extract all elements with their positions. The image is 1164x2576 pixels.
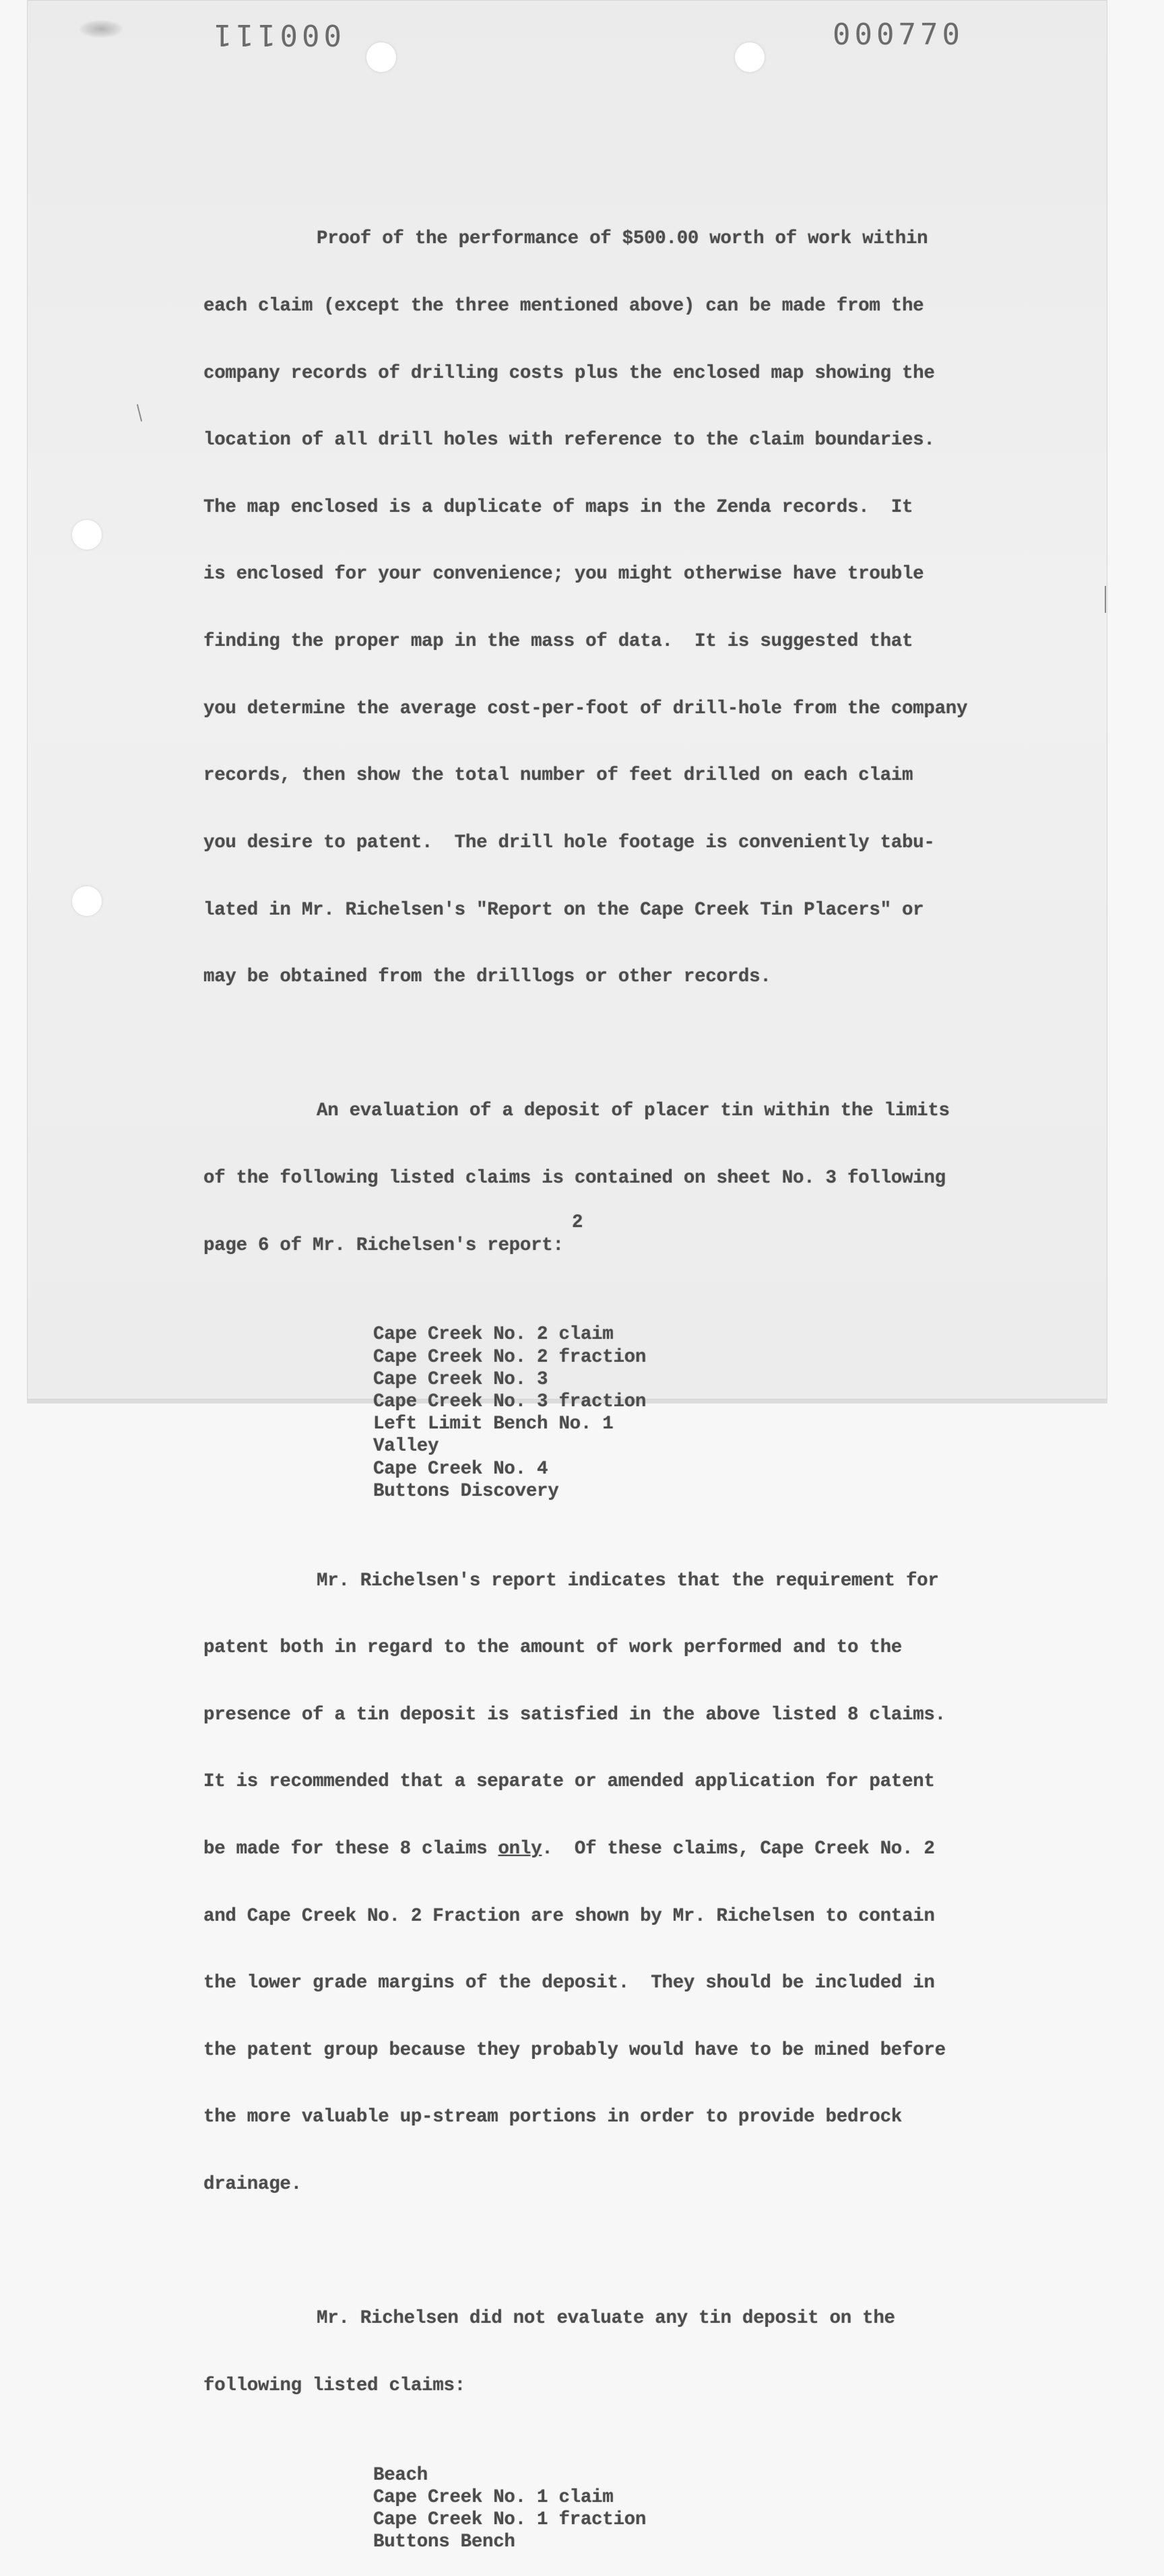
punch-hole bbox=[366, 42, 396, 72]
text-line: Mr. Richelsen's report indicates that the requirement for bbox=[317, 1570, 939, 1591]
underlined-word: only bbox=[498, 1838, 542, 1859]
text-line: company records of drilling costs plus the enclosed map showing the bbox=[203, 362, 935, 384]
text-line: finding the proper map in the mass of data. It is suggested that bbox=[203, 631, 913, 653]
text-line: Proof of the performance of $500.00 worth of work within bbox=[317, 228, 928, 250]
text-line: each claim (except the three mentioned above) can be made from the bbox=[203, 296, 924, 317]
list-item: Cape Creek No. 3 bbox=[373, 1368, 548, 1390]
punch-hole bbox=[72, 886, 102, 916]
unevaluated-claims-list bbox=[373, 2464, 1012, 2554]
text-line: following listed claims: bbox=[203, 2375, 465, 2396]
page-number: 2 bbox=[572, 1212, 583, 1233]
text-line: lated in Mr. Richelsen's "Report on the Cape Creek Tin Placers" or bbox=[203, 899, 924, 921]
text-line: The map enclosed is a duplicate of maps in the Zenda records. It bbox=[203, 496, 913, 518]
list-item: Cape Creek No. 1 fraction bbox=[373, 2509, 647, 2531]
text-line: drainage. bbox=[203, 2174, 302, 2195]
text-line: of the following listed claims is contained on sheet No. 3 following bbox=[203, 1167, 946, 1189]
text-line: be made for these 8 claims only. Of these claims, Cape Creek No. 2 bbox=[203, 1838, 935, 1859]
list-item: Cape Creek No. 4 bbox=[373, 1458, 548, 1480]
paragraph-evaluation bbox=[203, 1055, 1012, 1301]
evaluated-claims-list bbox=[373, 1323, 1012, 1502]
list-item: Buttons Bench bbox=[373, 2532, 515, 2553]
corner-smudge bbox=[79, 20, 123, 38]
paragraph-recommendation bbox=[203, 1525, 1012, 2241]
text-line: you desire to patent. The drill hole footage is conveniently tabu- bbox=[203, 832, 935, 853]
letter-body bbox=[203, 183, 1012, 2576]
text-line: It is recommended that a separate or amended application for patent bbox=[203, 1771, 935, 1793]
punch-hole bbox=[735, 42, 765, 72]
text-line: the lower grade margins of the deposit. They should be included in bbox=[203, 1973, 935, 1994]
document-number-stamp: 000770 bbox=[833, 18, 964, 52]
paragraph-proof-of-work bbox=[203, 183, 1012, 1033]
list-item: Buttons Discovery bbox=[373, 1480, 559, 1502]
list-item: Left Limit Bench No. 1 bbox=[373, 1414, 614, 1435]
text-line: the more valuable up-stream portions in order to provide bedrock bbox=[203, 2107, 902, 2128]
list-item: Cape Creek No. 2 claim bbox=[373, 1324, 614, 1346]
text-line: presence of a tin deposit is satisfied in the above listed 8 claims. bbox=[203, 1704, 946, 1725]
list-item: Beach bbox=[373, 2464, 428, 2486]
text-line: page 6 of Mr. Richelsen's report: bbox=[203, 1234, 564, 1256]
text-line: the patent group because they probably would have to be mined before bbox=[203, 2039, 946, 2061]
paragraph-not-evaluated bbox=[203, 2263, 1012, 2442]
list-item: Cape Creek No. 1 claim bbox=[373, 2486, 614, 2508]
list-item: Cape Creek No. 3 fraction bbox=[373, 1391, 647, 1412]
text-line: Mr. Richelsen did not evaluate any tin deposit on the bbox=[317, 2308, 895, 2330]
list-item: Valley bbox=[373, 1436, 439, 1457]
document-number-stamp-inverted: 000111 bbox=[210, 18, 342, 52]
text-line: may be obtained from the drilllogs or other records. bbox=[203, 966, 771, 988]
punch-hole bbox=[72, 520, 102, 550]
text-line: you determine the average cost-per-foot of drill-hole from the company bbox=[203, 698, 968, 719]
scan-mark bbox=[1105, 586, 1106, 613]
text-line: is enclosed for your convenience; you might otherwise have trouble bbox=[203, 564, 924, 585]
list-item: Cape Creek No. 2 fraction bbox=[373, 1346, 647, 1368]
text-line: patent both in regard to the amount of work performed and to the bbox=[203, 1637, 902, 1659]
text-line: records, then show the total number of feet drilled on each claim bbox=[203, 765, 913, 787]
text-line: and Cape Creek No. 2 Fraction are shown by Mr. Richelsen to contain bbox=[203, 1905, 935, 1927]
text-line: An evaluation of a deposit of placer tin within the limits bbox=[317, 1100, 950, 1122]
text-line: location of all drill holes with reference to the claim boundaries. bbox=[203, 430, 935, 451]
